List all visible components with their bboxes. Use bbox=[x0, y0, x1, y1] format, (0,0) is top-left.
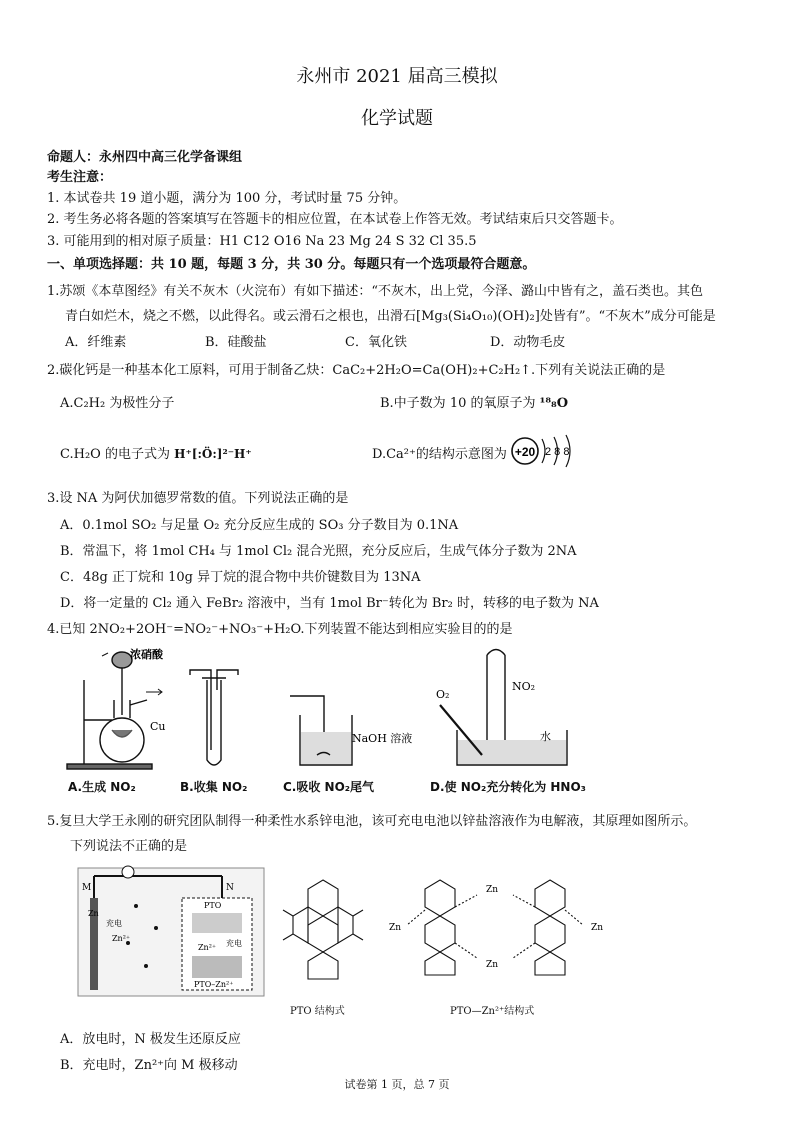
label-conc-nitric-acid: 浓硝酸 bbox=[130, 648, 163, 661]
notice-item: 2. 考生务必将各题的答案填写在答题卡的相应位置，在本试卷上作答无效。考试结束后只交答题卡。 bbox=[47, 212, 623, 227]
pto-zn-structure bbox=[385, 870, 615, 980]
zn-atom: Zn bbox=[389, 923, 402, 933]
q4-stem: 4.已知 2NO₂+2OH⁻=NO₂⁻+NO₃⁻+H₂O.下列装置不能达到相应实验目的的是 bbox=[47, 622, 513, 637]
q4-caption-c: C.吸收 NO₂尾气 bbox=[283, 780, 375, 794]
label-cu: Cu bbox=[150, 720, 166, 733]
pto-zn-caption: PTO—Zn²⁺结构式 bbox=[450, 1006, 535, 1017]
charge-label-left: 充电 bbox=[106, 919, 122, 928]
page-footer: 试卷第 1 页，总 7 页 bbox=[344, 1078, 450, 1091]
q4-caption-a: A.生成 NO₂ bbox=[68, 780, 136, 794]
label-water: 水 bbox=[540, 730, 551, 743]
zn-atom: Zn bbox=[486, 885, 499, 895]
electrode-n-label: N bbox=[226, 883, 234, 893]
apparatus-c bbox=[290, 696, 352, 765]
q1-option-c: C．氧化铁 bbox=[345, 335, 407, 350]
q3-stem: 3.设 NA 为阿伏加德罗常数的值。下列说法正确的是 bbox=[47, 491, 349, 506]
q4-apparatus-figure bbox=[62, 640, 622, 775]
q3-option-a: A．0.1mol SO₂ 与足量 O₂ 充分反应生成的 SO₃ 分子数目为 0.1NA bbox=[60, 518, 459, 533]
q2-stem: 2.碳化钙是一种基本化工原料，可用于制备乙炔：CaC₂+2H₂O=Ca(OH)₂+C₂H₂↑.下列有关说法正确的是 bbox=[47, 363, 666, 378]
ca-ion-structure-diagram bbox=[510, 433, 580, 469]
q1-stem-line1: 1.苏颂《本草图经》有关不灰木（火浣布）有如下描述：“不灰木，出上党，今泽、潞山中皆有之，盖石类也。其色 bbox=[47, 284, 704, 299]
q1-stem-line2: 青白如烂木，烧之不燃，以此得名。或云滑石之根也，出滑石[Mg₃(Si₄O₁₀)(OH)₂]处皆有”。“不灰木”成分可能是 bbox=[65, 309, 716, 324]
q1-option-d: D．动物毛皮 bbox=[490, 335, 566, 350]
section-heading: 一、单项选择题：共 10 题，每题 3 分，共 30 分。每题只有一个选项最符合题意。 bbox=[47, 257, 536, 272]
zn-atom: Zn bbox=[486, 960, 499, 970]
q4-caption-d: D.使 NO₂充分转化为 HNO₃ bbox=[430, 780, 586, 794]
q5-option-a: A．放电时，N 极发生还原反应 bbox=[60, 1032, 241, 1047]
oxygen-isotope-symbol: ¹⁸₈O bbox=[539, 396, 569, 411]
apparatus-d bbox=[440, 650, 567, 766]
pto-zn-label: PTO–Zn²⁺ bbox=[194, 980, 234, 989]
label-naoh-solution: NaOH 溶液 bbox=[352, 732, 413, 745]
label-o2: O₂ bbox=[436, 688, 450, 701]
q1-option-a: A．纤维素 bbox=[65, 335, 127, 350]
zn-ion-label-right: Zn²⁺ bbox=[198, 943, 217, 952]
apparatus-a bbox=[67, 652, 162, 769]
apparatus-b bbox=[190, 670, 238, 765]
q3-option-d: D．将一定量的 Cl₂ 通入 FeBr₂ 溶液中，当有 1mol Br⁻转化为 Br₂ 时，转移的电子数为 NA bbox=[60, 596, 599, 611]
label-no2: NO₂ bbox=[512, 680, 536, 693]
zn-ion-label-left: Zn²⁺ bbox=[112, 934, 131, 943]
pto-structure bbox=[278, 875, 368, 980]
q2-option-c bbox=[60, 443, 252, 462]
q5-option-b: B．充电时，Zn²⁺向 M 极移动 bbox=[60, 1058, 238, 1073]
q2-option-a: A.C₂H₂ 为极性分子 bbox=[60, 396, 175, 411]
pto-label: PTO bbox=[204, 901, 222, 910]
electrode-m-label: M bbox=[82, 883, 92, 893]
q2-option-d-text: D.Ca²⁺的结构示意图为 bbox=[372, 447, 507, 462]
electron-formula: H⁺[:Ö:]²⁻H⁺ bbox=[174, 447, 252, 461]
q2-option-c-text: C.H₂O 的电子式为 bbox=[60, 447, 170, 462]
pto-caption: PTO 结构式 bbox=[290, 1006, 345, 1017]
electron-shell-counts: 2 8 8 bbox=[545, 446, 570, 458]
charge-label-right: 充电 bbox=[226, 939, 242, 948]
q3-option-c: C．48g 正丁烷和 10g 异丁烷的混合物中共价键数目为 13NA bbox=[60, 570, 421, 585]
q2-option-d bbox=[372, 443, 507, 462]
nucleus-charge: +20 bbox=[514, 445, 536, 459]
q5-stem-line1: 5.复旦大学王永刚的研究团队制得一种柔性水系锌电池，该可充电电池以锌盐溶液作为电解液，其原理如图所示。 bbox=[47, 814, 697, 829]
q3-option-b: B．常温下，将 1mol CH₄ 与 1mol Cl₂ 混合光照，充分反应后，生成气体分子数为 2NA bbox=[60, 544, 577, 559]
q4-caption-b: B.收集 NO₂ bbox=[180, 780, 248, 794]
q2-option-b-text: B.中子数为 10 的氧原子为 bbox=[380, 396, 536, 411]
author-line: 命题人：永州四中高三化学备课组 bbox=[47, 150, 243, 165]
q5-stem-line2: 下列说法不正确的是 bbox=[70, 839, 188, 854]
notice-item: 3. 可能用到的相对原子质量：H1 C12 O16 Na 23 Mg 24 S 32 Cl 35.5 bbox=[47, 234, 477, 249]
q1-option-b: B．硅酸盐 bbox=[205, 335, 267, 350]
zn-electrode-label: Zn bbox=[88, 909, 99, 918]
page-subtitle: 化学试题 bbox=[361, 108, 433, 129]
q2-option-b bbox=[380, 392, 568, 411]
notice-heading: 考生注意： bbox=[47, 170, 113, 185]
page-title: 永州市 2021 届高三模拟 bbox=[296, 66, 498, 87]
notice-item: 1. 本试卷共 19 道小题，满分为 100 分，考试时量 75 分钟。 bbox=[47, 191, 407, 206]
zn-atom: Zn bbox=[591, 923, 604, 933]
zinc-battery-diagram bbox=[76, 858, 266, 998]
